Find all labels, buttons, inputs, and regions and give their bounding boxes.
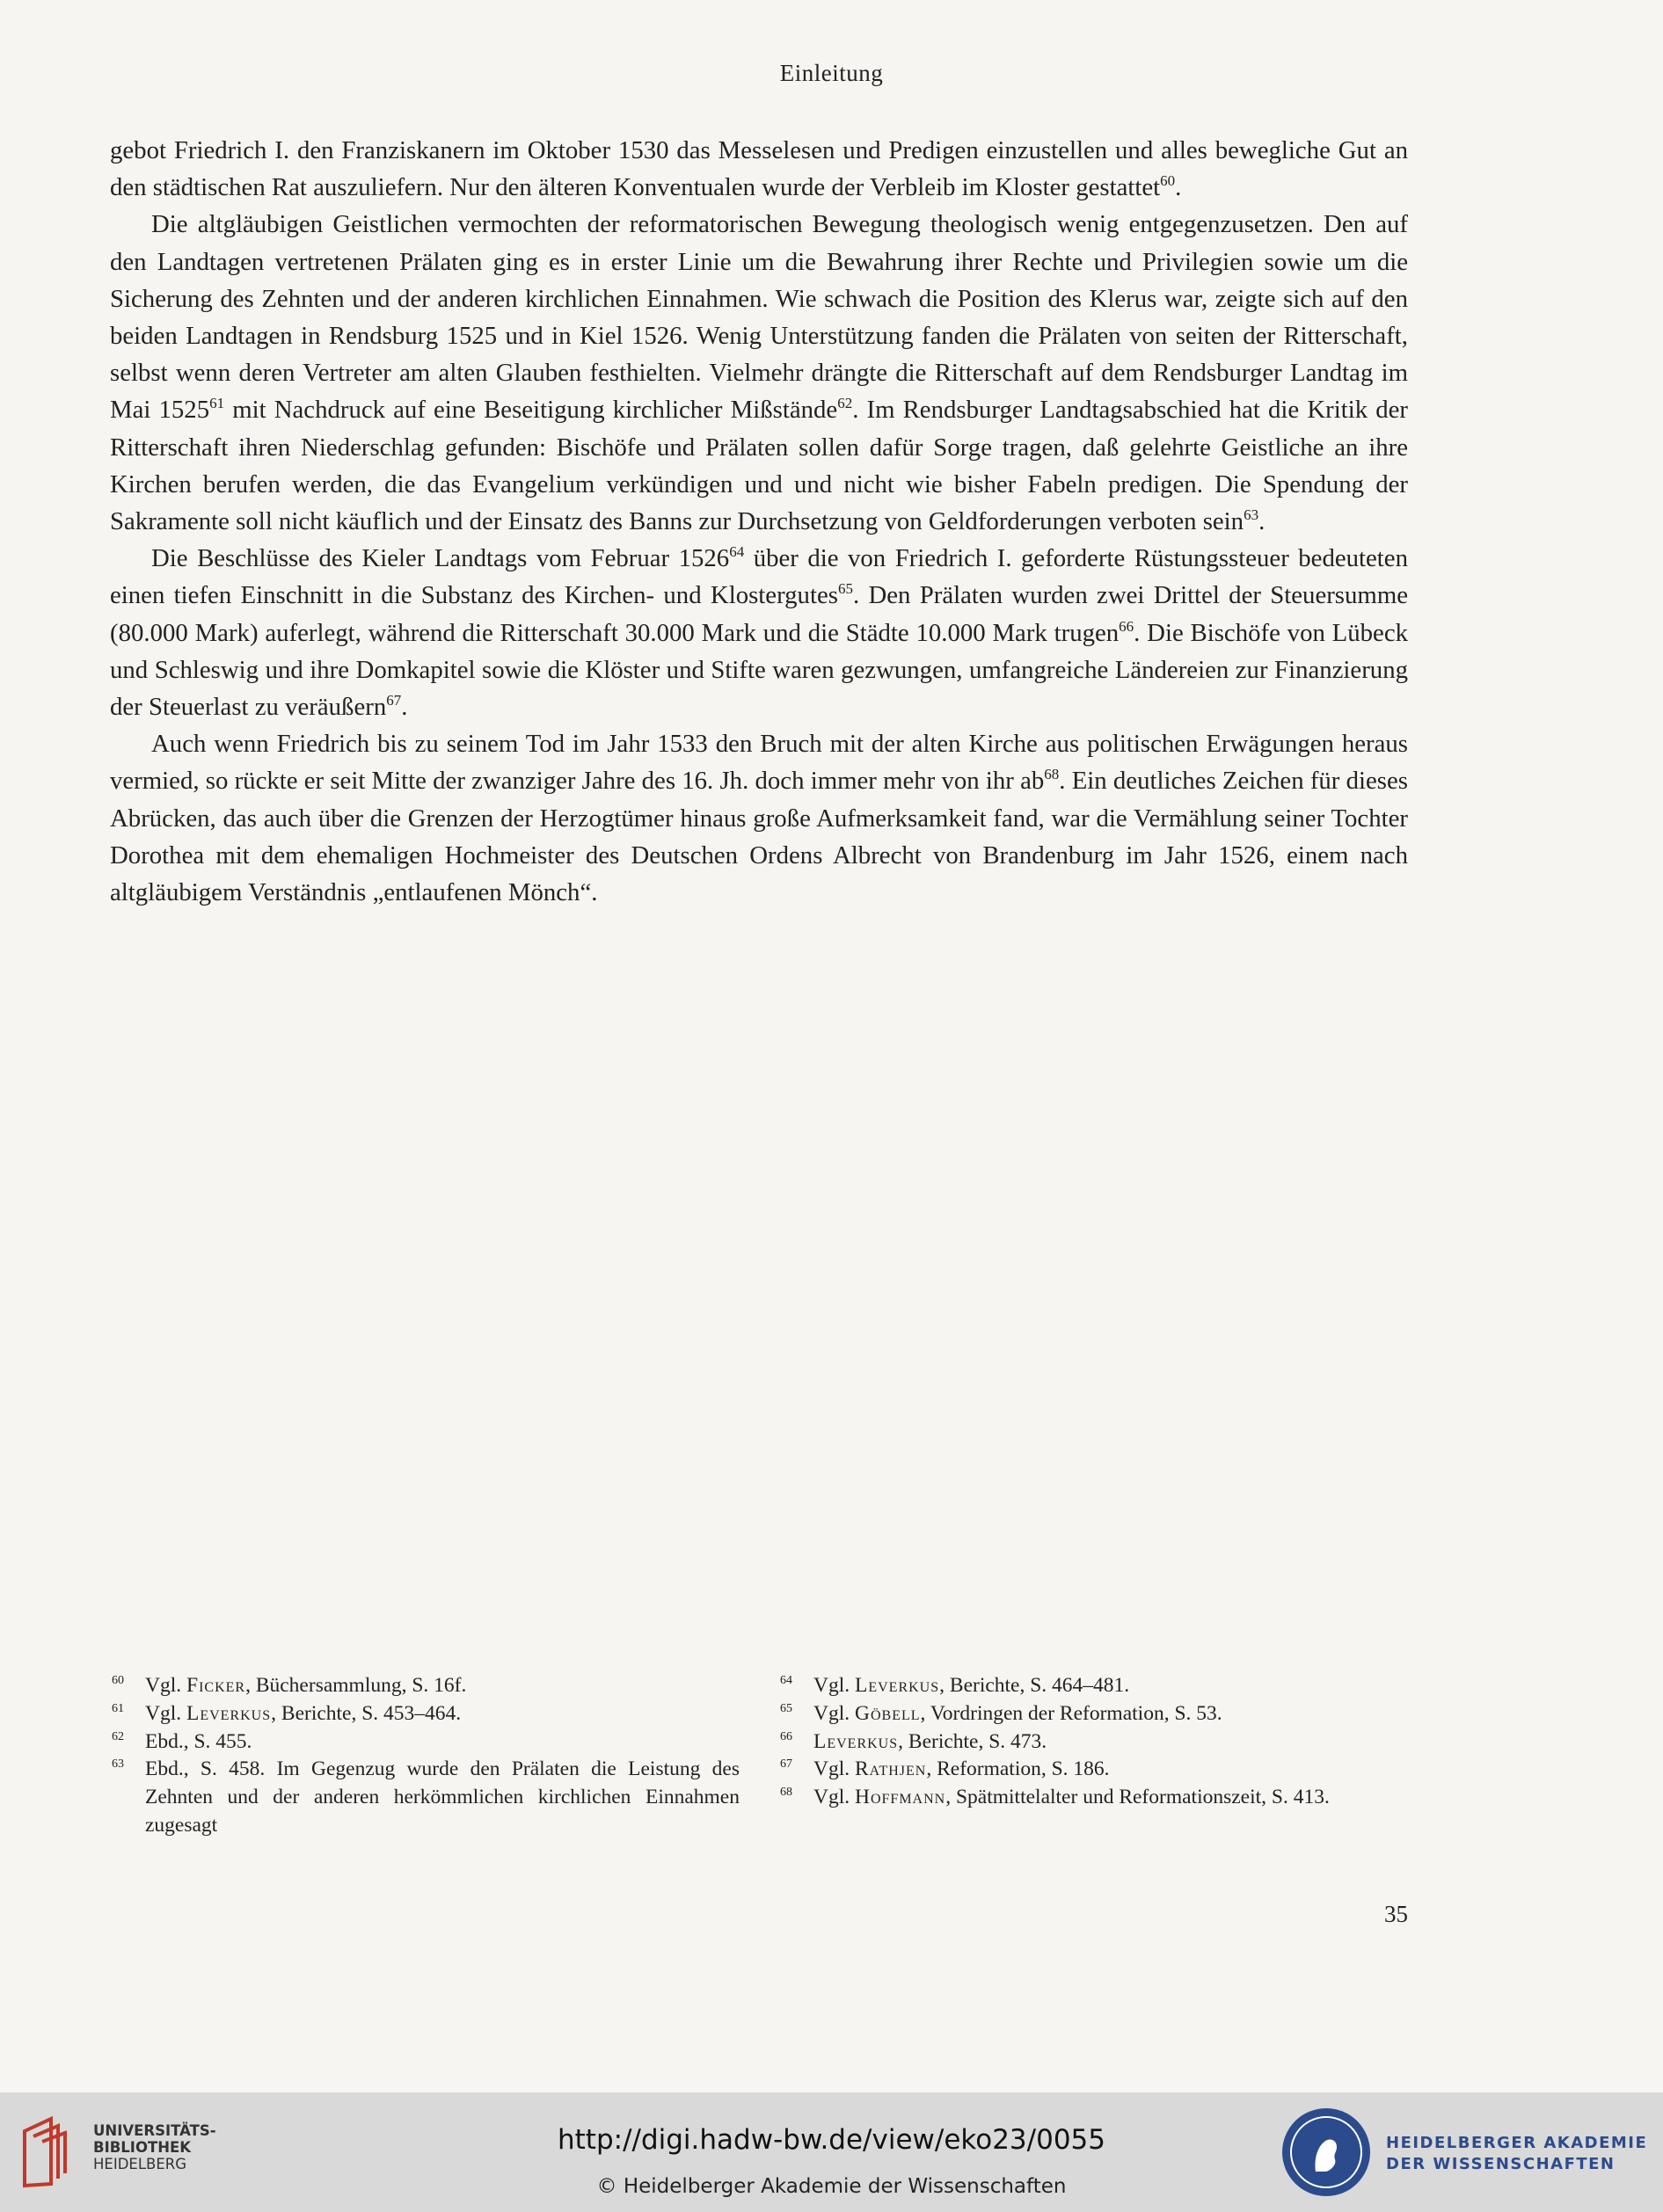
academy-seal-icon[interactable] — [1282, 2108, 1370, 2196]
text-run: gebot Friedrich I. den Franziskanern im Oktober 1530 das Messelesen und Predigen einzustellen und alles bewegliche Gut an den städtischen Rat auszuliefern. Nur den älteren Konventualen wurde der Verbleib im Kloster gestattet — [110, 136, 1408, 202]
page-number: 35 — [1384, 1901, 1408, 1927]
text-run: Vgl. — [145, 1701, 186, 1725]
text-run: Vgl. — [813, 1757, 855, 1781]
footnote-number: 68 — [780, 1786, 792, 1800]
footnotes-left-column — [110, 1672, 740, 1840]
footnote-reference[interactable]: 66 — [1119, 617, 1134, 635]
text-run: . Im Rendsburger Landtagsabschied hat die Kritik der Ritterschaft ihren Niederschlag gefunden: Bischöfe und Prälaten sollen dafür Sorge tragen, daß gelehrte Geistliche an ihre Kirchen berufen werden, die das Evangelium verkündigen und und nicht wie bisher Fabeln predigen. Die Spendung der Sakramente soll nicht käuflich und der Einsatz des Banns zur Durchsetzung von Geldforderungen verboten sein — [110, 396, 1408, 536]
text-run: , Berichte, S. 473. — [898, 1729, 1047, 1753]
footnote-reference[interactable]: 64 — [729, 543, 745, 561]
academy-name-line-1: HEIDELBERGER AKADEMIE — [1386, 2134, 1648, 2152]
footnote-number: 65 — [780, 1701, 792, 1715]
footnote-number: 66 — [780, 1729, 792, 1743]
text-run: Die altgläubigen Geistlichen vermochten der reformatorischen Bewegung theologisch wenig entgegenzusetzen. Den auf den Landtagen vertretenen Prälaten ging es in erster Linie um die Bewahrung ihrer Rechte und Privilegien sowie um die Sicherung des Zehnten und der anderen kirchlichen Einnahmen. Wie schwach die Position des Klerus war, zeigte sich auf den beiden Landtagen in Rendsburg 1525 und in Kiel 1526. Wenig Unterstützung fanden die Prälaten von seiten der Ritterschaft, selbst wenn deren Vertreter am alten Glauben festhielten. Vielmehr drängte die Ritterschaft auf dem Rendsburger Landtag im Mai 1525 — [110, 210, 1408, 425]
text-run: , Spätmittelalter und Reformationszeit, S. 413. — [945, 1786, 1330, 1809]
footnote-reference[interactable]: 68 — [1044, 766, 1060, 783]
library-name-line-3: HEIDELBERG — [93, 2156, 187, 2172]
text-run: , Vordringen der Reformation, S. 53. — [920, 1701, 1222, 1725]
text-run: Vgl. — [813, 1786, 855, 1809]
footnote — [778, 1672, 1408, 1700]
footnote-number: 67 — [780, 1757, 792, 1772]
footnote-reference[interactable]: 61 — [209, 395, 225, 412]
author-name: Hoffmann — [855, 1786, 946, 1809]
text-run: Vgl. — [813, 1674, 855, 1697]
text-run: . — [1258, 507, 1265, 536]
text-run: . — [401, 693, 408, 722]
footnote-number: 63 — [112, 1757, 124, 1772]
author-name: Leverkus — [186, 1701, 272, 1725]
author-name: Leverkus — [855, 1674, 940, 1697]
academy-name-line-2: DER WISSENSCHAFTEN — [1386, 2155, 1616, 2173]
footnote — [778, 1728, 1408, 1757]
footnote-reference[interactable]: 65 — [837, 580, 853, 598]
body-paragraph — [110, 206, 1408, 540]
footnote-reference[interactable]: 60 — [1160, 172, 1176, 190]
text-run: , Berichte, S. 464–481. — [939, 1674, 1130, 1697]
running-head: Einleitung — [779, 60, 884, 86]
body-paragraph — [110, 725, 1408, 911]
footnote-number: 60 — [112, 1674, 124, 1687]
body-text — [110, 132, 1408, 911]
text-run: , Berichte, S. 453–464. — [271, 1701, 462, 1725]
footnote — [778, 1784, 1408, 1812]
footnote-reference[interactable]: 63 — [1244, 506, 1259, 524]
text-run: , Büchersammlung, S. 16f. — [245, 1674, 467, 1697]
footnote-reference[interactable]: 67 — [386, 692, 402, 709]
footnote — [110, 1728, 740, 1757]
footnote — [110, 1672, 740, 1700]
text-run: . Den Prälaten wurden zwei Drittel der Steuersumme (80.000 Mark) auferlegt, während die Ritterschaft 30.000 Mark und die Städte 10.000 Mark trugen — [110, 581, 1408, 647]
author-name: Ficker — [186, 1674, 246, 1697]
body-paragraph — [110, 540, 1408, 725]
text-run: . — [1175, 173, 1182, 202]
text-run: Vgl. — [813, 1701, 855, 1725]
author-name: Göbell — [855, 1701, 921, 1725]
text-run: , Reformation, S. 186. — [926, 1757, 1110, 1781]
footnote-number: 62 — [112, 1729, 124, 1743]
text-run: Auch wenn Friedrich bis zu seinem Tod im Jahr 1533 den Bruch mit der alten Kirche aus politischen Erwägungen heraus vermied, so rückte er seit Mitte der zwanziger Jahre des 16. Jh. doch immer mehr von ihr ab — [110, 730, 1408, 796]
text-run: mit Nachdruck auf eine Beseitigung kirchlicher Mißstände — [224, 396, 838, 425]
footnote — [778, 1700, 1408, 1728]
copyright-notice: © Heidelberger Akademie der Wissenschaften — [596, 2175, 1067, 2198]
footnote-number: 61 — [112, 1701, 124, 1715]
text-run: Die Beschlüsse des Kieler Landtags vom Februar 1526 — [151, 544, 730, 573]
author-name: Leverkus — [813, 1729, 899, 1753]
text-run: Vgl. — [145, 1674, 186, 1697]
footnote — [110, 1756, 740, 1839]
viewer-footer — [0, 2092, 1663, 2212]
permalink-url[interactable]: http://digi.hadw-bw.de/view/eko23/0055 — [558, 2124, 1105, 2156]
text-run: Ebd., S. 458. Im Gegenzug wurde den Prälaten die Leistung des Zehnten und der anderen herkömmlichen kirchlichen Einnahmen zugesagt — [145, 1757, 740, 1837]
text-run: über die von Friedrich I. geforderte Rüstungssteuer bedeuteten einen tiefen Einschnitt in die Substanz des Kirchen- und Klostergutes — [110, 544, 1408, 610]
text-run: . Die Bischöfe von Lübeck und Schleswig und ihre Domkapitel sowie die Klöster und Stifte waren gezwungen, umfangreiche Ländereien zur Finanzierung der Steuerlast zu veräußern — [110, 618, 1408, 722]
library-name-line-2: BIBLIOTHEK — [93, 2139, 192, 2156]
author-name: Rathjen — [855, 1757, 927, 1781]
text-run: Ebd., S. 455. — [145, 1729, 252, 1753]
footnote-number: 64 — [780, 1674, 792, 1687]
footnote-reference[interactable]: 62 — [837, 395, 853, 412]
footnote — [110, 1700, 740, 1728]
footnote — [778, 1756, 1408, 1784]
text-run: . Ein deutliches Zeichen für dieses Abrücken, das auch über die Grenzen der Herzogtümer hinaus große Aufmerksamkeit fand, war die Vermählung seiner Tochter Dorothea mit dem ehemaligen Hochmeister des Deutschen Ordens Albrecht von Brandenburg im Jahr 1526, einem nach altgläubigem Verständnis „entlaufenen Mönch“. — [110, 767, 1408, 907]
library-name-line-1: UNIVERSITÄTS- — [93, 2122, 216, 2139]
footnotes — [110, 1672, 1408, 1840]
academy-name[interactable] — [1386, 2133, 1647, 2175]
footnotes-right-column — [778, 1672, 1408, 1840]
body-paragraph — [110, 132, 1408, 206]
